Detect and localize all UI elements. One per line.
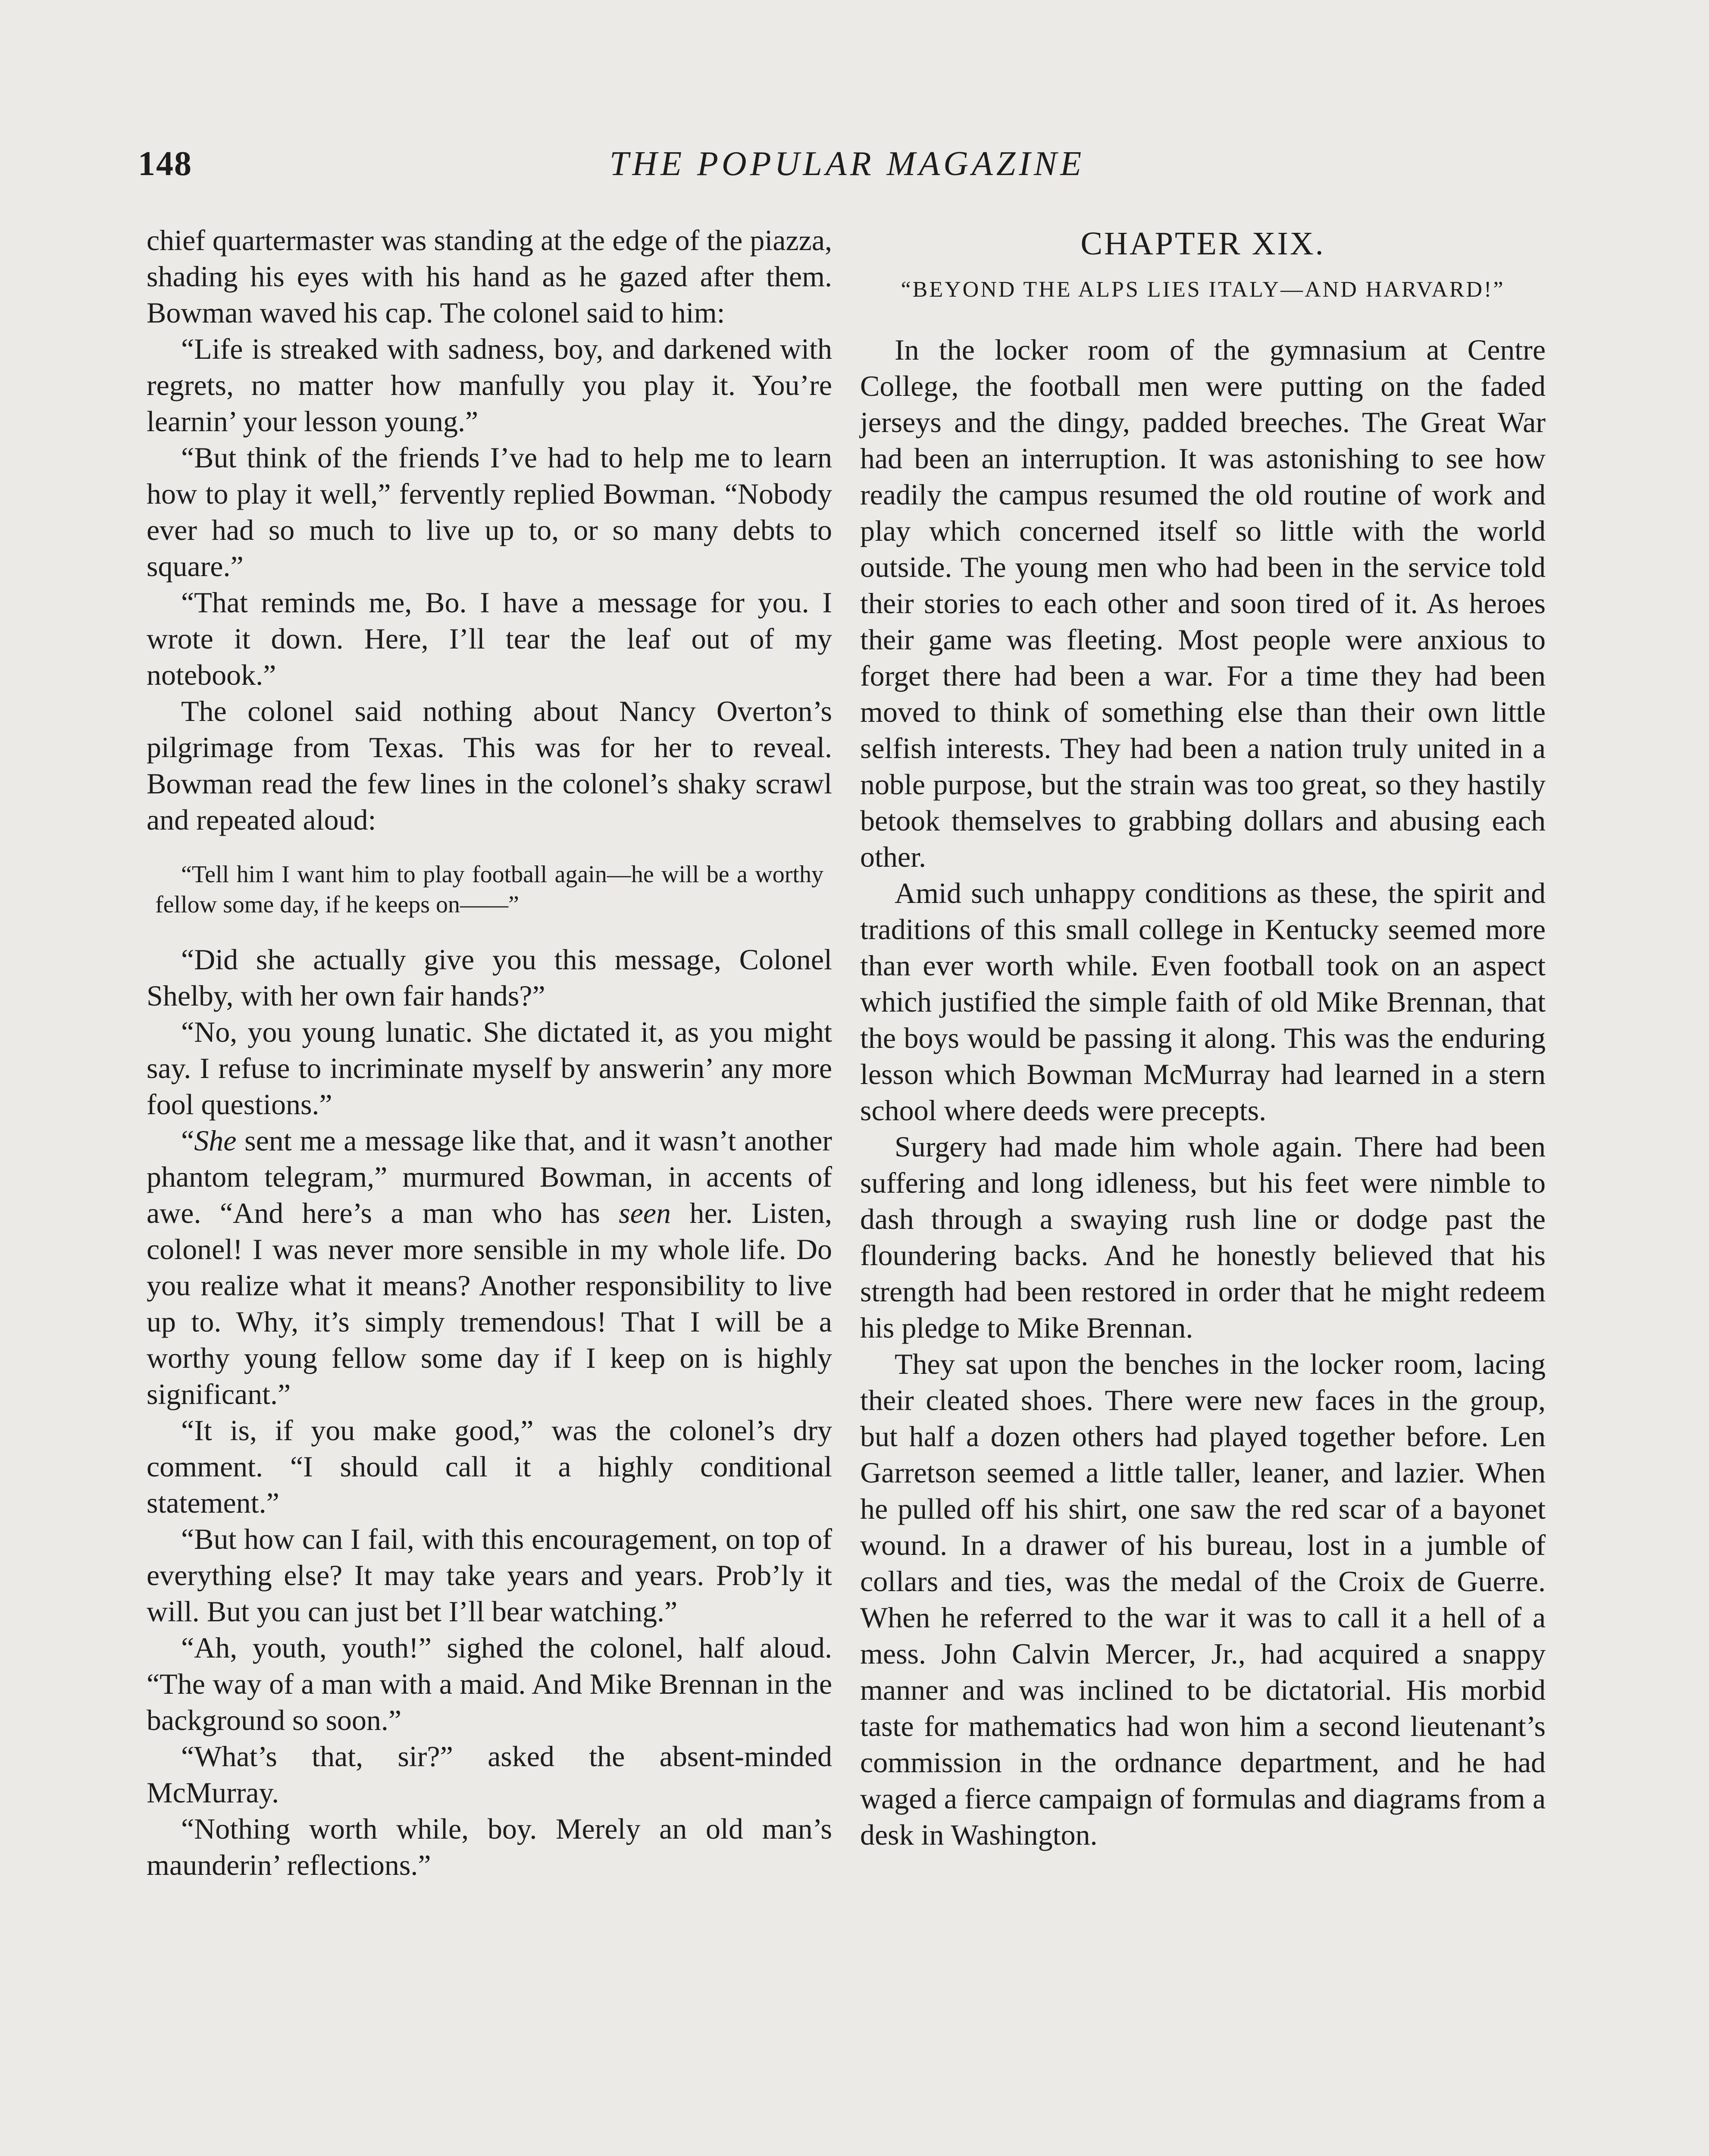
italic-seen: seen	[619, 1197, 671, 1229]
paragraph: Amid such unhappy conditions as these, the spirit and traditions of this small college in Kentucky seemed more than ever worth while. Even football took on an aspect which justified the simple faith of old Mike Brennan, that the boys would be passing it along. This was the enduring lesson which Bowman McMurray had learned in a stern school where deeds were precepts.	[860, 877, 1546, 1127]
paragraph: Surgery had made him whole again. There had been suffering and long idleness, but his feet were nimble to dash through a swaying rush line or dodge past the floundering backs. And he honestly believed that his strength had been restored in order that he might redeem his pledge to Mike Brennan.	[860, 1130, 1546, 1344]
paragraph: “But how can I fail, with this encouragement, on top of everything else? It may take years and years. Prob’ly it will. But you can just bet I’ll bear watching.”	[147, 1523, 832, 1628]
paragraph: In the locker room of the gymnasium at Centre College, the football men were putting on the faded jerseys and the dingy, padded breeches. The Great War had been an interruption. It was astonishing to see how readily the campus resumed the old routine of work and play which concerned itself so little with the world outside. The young men who had been in the service told their stories to each other and soon tired of it. As heroes their game was fleeting. Most people were anxious to forget there had been a war. For a time they had been moved to think of something else than their own little selfish interests. They had been a nation truly united in a noble purpose, but the strain was too great, so they hastily betook themselves to grabbing dollars and abusing each other.	[860, 333, 1546, 873]
paragraph: “What’s that, sir?” asked the absent-minded McMurray.	[147, 1740, 832, 1809]
paragraph: “Did she actually give you this message, Colonel Shelby, with her own fair hands?”	[147, 943, 832, 1012]
text-run: her. Listen, colonel! I was never more sensible in my whole life. Do you realize what it means? Another responsibility to live up to. Why, it’s simply tremendous! That I will be a worthy young fellow some day if I keep on is highly significant.”	[147, 1197, 832, 1410]
paragraph: The colonel said nothing about Nancy Overton’s pilgrimage from Texas. This was for her to reveal. Bowman read the few lines in the colonel’s shaky scrawl and repeated aloud:	[147, 695, 832, 836]
text-run: sent me a message like that, and it wasn’t another phantom telegram,” murmured Bowman, in accents of awe. “And here’s a man who has	[147, 1124, 832, 1229]
paragraph: chief quartermaster was standing at the edge of the piazza, shading his eyes with his hand as he gazed after them. Bowman waved his cap. The colonel said to him:	[147, 224, 832, 329]
quoted-note: “Tell him I want him to play football again—he will be a worthy fellow some day, if he keeps on——”	[155, 861, 823, 918]
italic-she: She	[194, 1124, 237, 1157]
paragraph: “Life is streaked with sadness, boy, and darkened with regrets, no matter how manfully you play it. You’re learnin’ your lesson young.”	[147, 332, 832, 438]
paragraph: “Nothing worth while, boy. Merely an old man’s maunderin’ reflections.”	[147, 1812, 832, 1881]
paragraph: “But think of the friends I’ve had to help me to learn how to play it well,” fervently replied Bowman. “Nobody ever had so much to live up to, or so many debts to square.”	[147, 441, 832, 583]
paragraph: “Ah, youth, youth!” sighed the colonel, half aloud. “The way of a man with a maid. And Mike Brennan in the background so soon.”	[147, 1631, 832, 1736]
paragraph: “That reminds me, Bo. I have a message for you. I wrote it down. Here, I’ll tear the leaf out of my notebook.”	[147, 586, 832, 691]
paragraph: They sat upon the benches in the locker room, lacing their cleated shoes. There were new faces in the group, but half a dozen others had played together before. Len Garretson seemed a little taller, leaner, and lazier. When he pulled off his shirt, one saw the red scar of a bayonet wound. In a drawer of his bureau, lost in a jumble of collars and ties, was the medal of the Croix de Guerre. When he referred to the war it was to call it a hell of a mess. John Calvin Mercer, Jr., had acquired a snappy manner and was inclined to be dictatorial. His morbid taste for mathematics had won him a second lieutenant’s commission in the ordnance department, and he had waged a fierce campaign of formulas and diagrams from a desk in Washington.	[860, 1348, 1546, 1851]
paragraph	[147, 1122, 832, 1412]
paragraph: “It is, if you make good,” was the colonel’s dry comment. “I should call it a highly conditional statement.”	[147, 1414, 832, 1519]
right-column	[860, 222, 1546, 1853]
running-title: THE POPULAR MAGAZINE	[609, 145, 1085, 183]
chapter-title: CHAPTER XIX.	[1080, 226, 1325, 262]
text-run: “	[181, 1124, 194, 1157]
page-header	[138, 144, 1556, 192]
chapter-subtitle: “BEYOND THE ALPS LIES ITALY—AND HARVARD!”	[901, 277, 1505, 302]
left-column	[147, 222, 832, 1883]
page-number: 148	[138, 145, 192, 183]
paragraph: “No, you young lunatic. She dictated it, as you might say. I refuse to incriminate myself by answerin’ any more fool questions.”	[147, 1015, 832, 1121]
